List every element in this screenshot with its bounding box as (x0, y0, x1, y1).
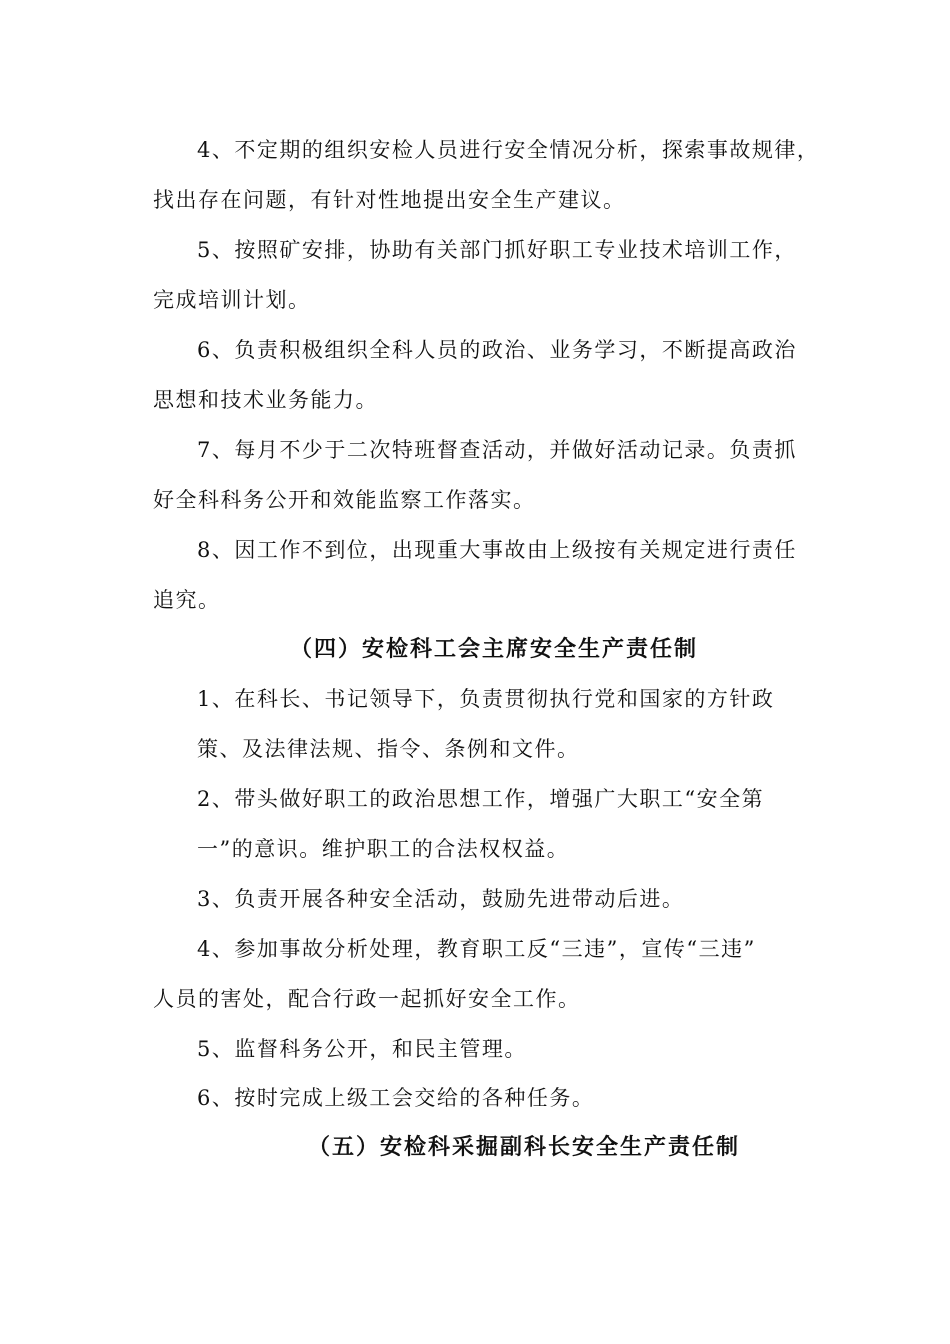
s3-item-4-line-1: 4、不定期的组织安检人员进行安全情况分析，探索事故规律， (197, 138, 820, 162)
s4-item-1-line-1: 1、在科长、书记领导下，负责贯彻执行党和国家的方针政 (197, 687, 775, 711)
s3-item-5-line-1: 5、按照矿安排，协助有关部门抓好职工专业技术培训工作， (197, 238, 797, 262)
s4-item-1-line-2: 策、及法律法规、指令、条例和文件。 (197, 737, 580, 761)
s4-item-2-line-2: 一”的意识。维护职工的合法权权益。 (197, 837, 570, 861)
s3-item-7-line-1: 7、每月不少于二次特班督查活动，并做好活动记录。负责抓 (197, 438, 797, 462)
s3-item-4-line-2: 找出存在问题，有针对性地提出安全生产建议。 (153, 188, 626, 212)
section-4-heading: （四）安检科工会主席安全生产责任制 (290, 636, 699, 662)
section-5-heading: （五）安检科采掘副科长安全生产责任制 (308, 1134, 741, 1160)
s3-item-5-line-2: 完成培训计划。 (153, 288, 311, 312)
s4-item-6-line-1: 6、按时完成上级工会交给的各种任务。 (197, 1086, 595, 1110)
s3-item-6-line-2: 思想和技术业务能力。 (153, 388, 378, 412)
s4-item-4-line-1: 4、参加事故分析处理，教育职工反“三违”，宣传“三违” (197, 937, 756, 961)
s3-item-8-line-2: 追究。 (153, 588, 221, 612)
s3-item-6-line-1: 6、负责积极组织全科人员的政治、业务学习，不断提高政治 (197, 338, 797, 362)
s3-item-7-line-2: 好全科科务公开和效能监察工作落实。 (153, 488, 536, 512)
s4-item-5-line-1: 5、监督科务公开，和民主管理。 (197, 1037, 527, 1061)
s4-item-3-line-1: 3、负责开展各种安全活动，鼓励先进带动后进。 (197, 887, 685, 911)
s3-item-8-line-1: 8、因工作不到位，出现重大事故由上级按有关规定进行责任 (197, 538, 797, 562)
s4-item-2-line-1: 2、带头做好职工的政治思想工作，增强广大职工“安全第 (197, 787, 765, 811)
s4-item-4-line-2: 人员的害处，配合行政一起抓好安全工作。 (153, 987, 581, 1011)
